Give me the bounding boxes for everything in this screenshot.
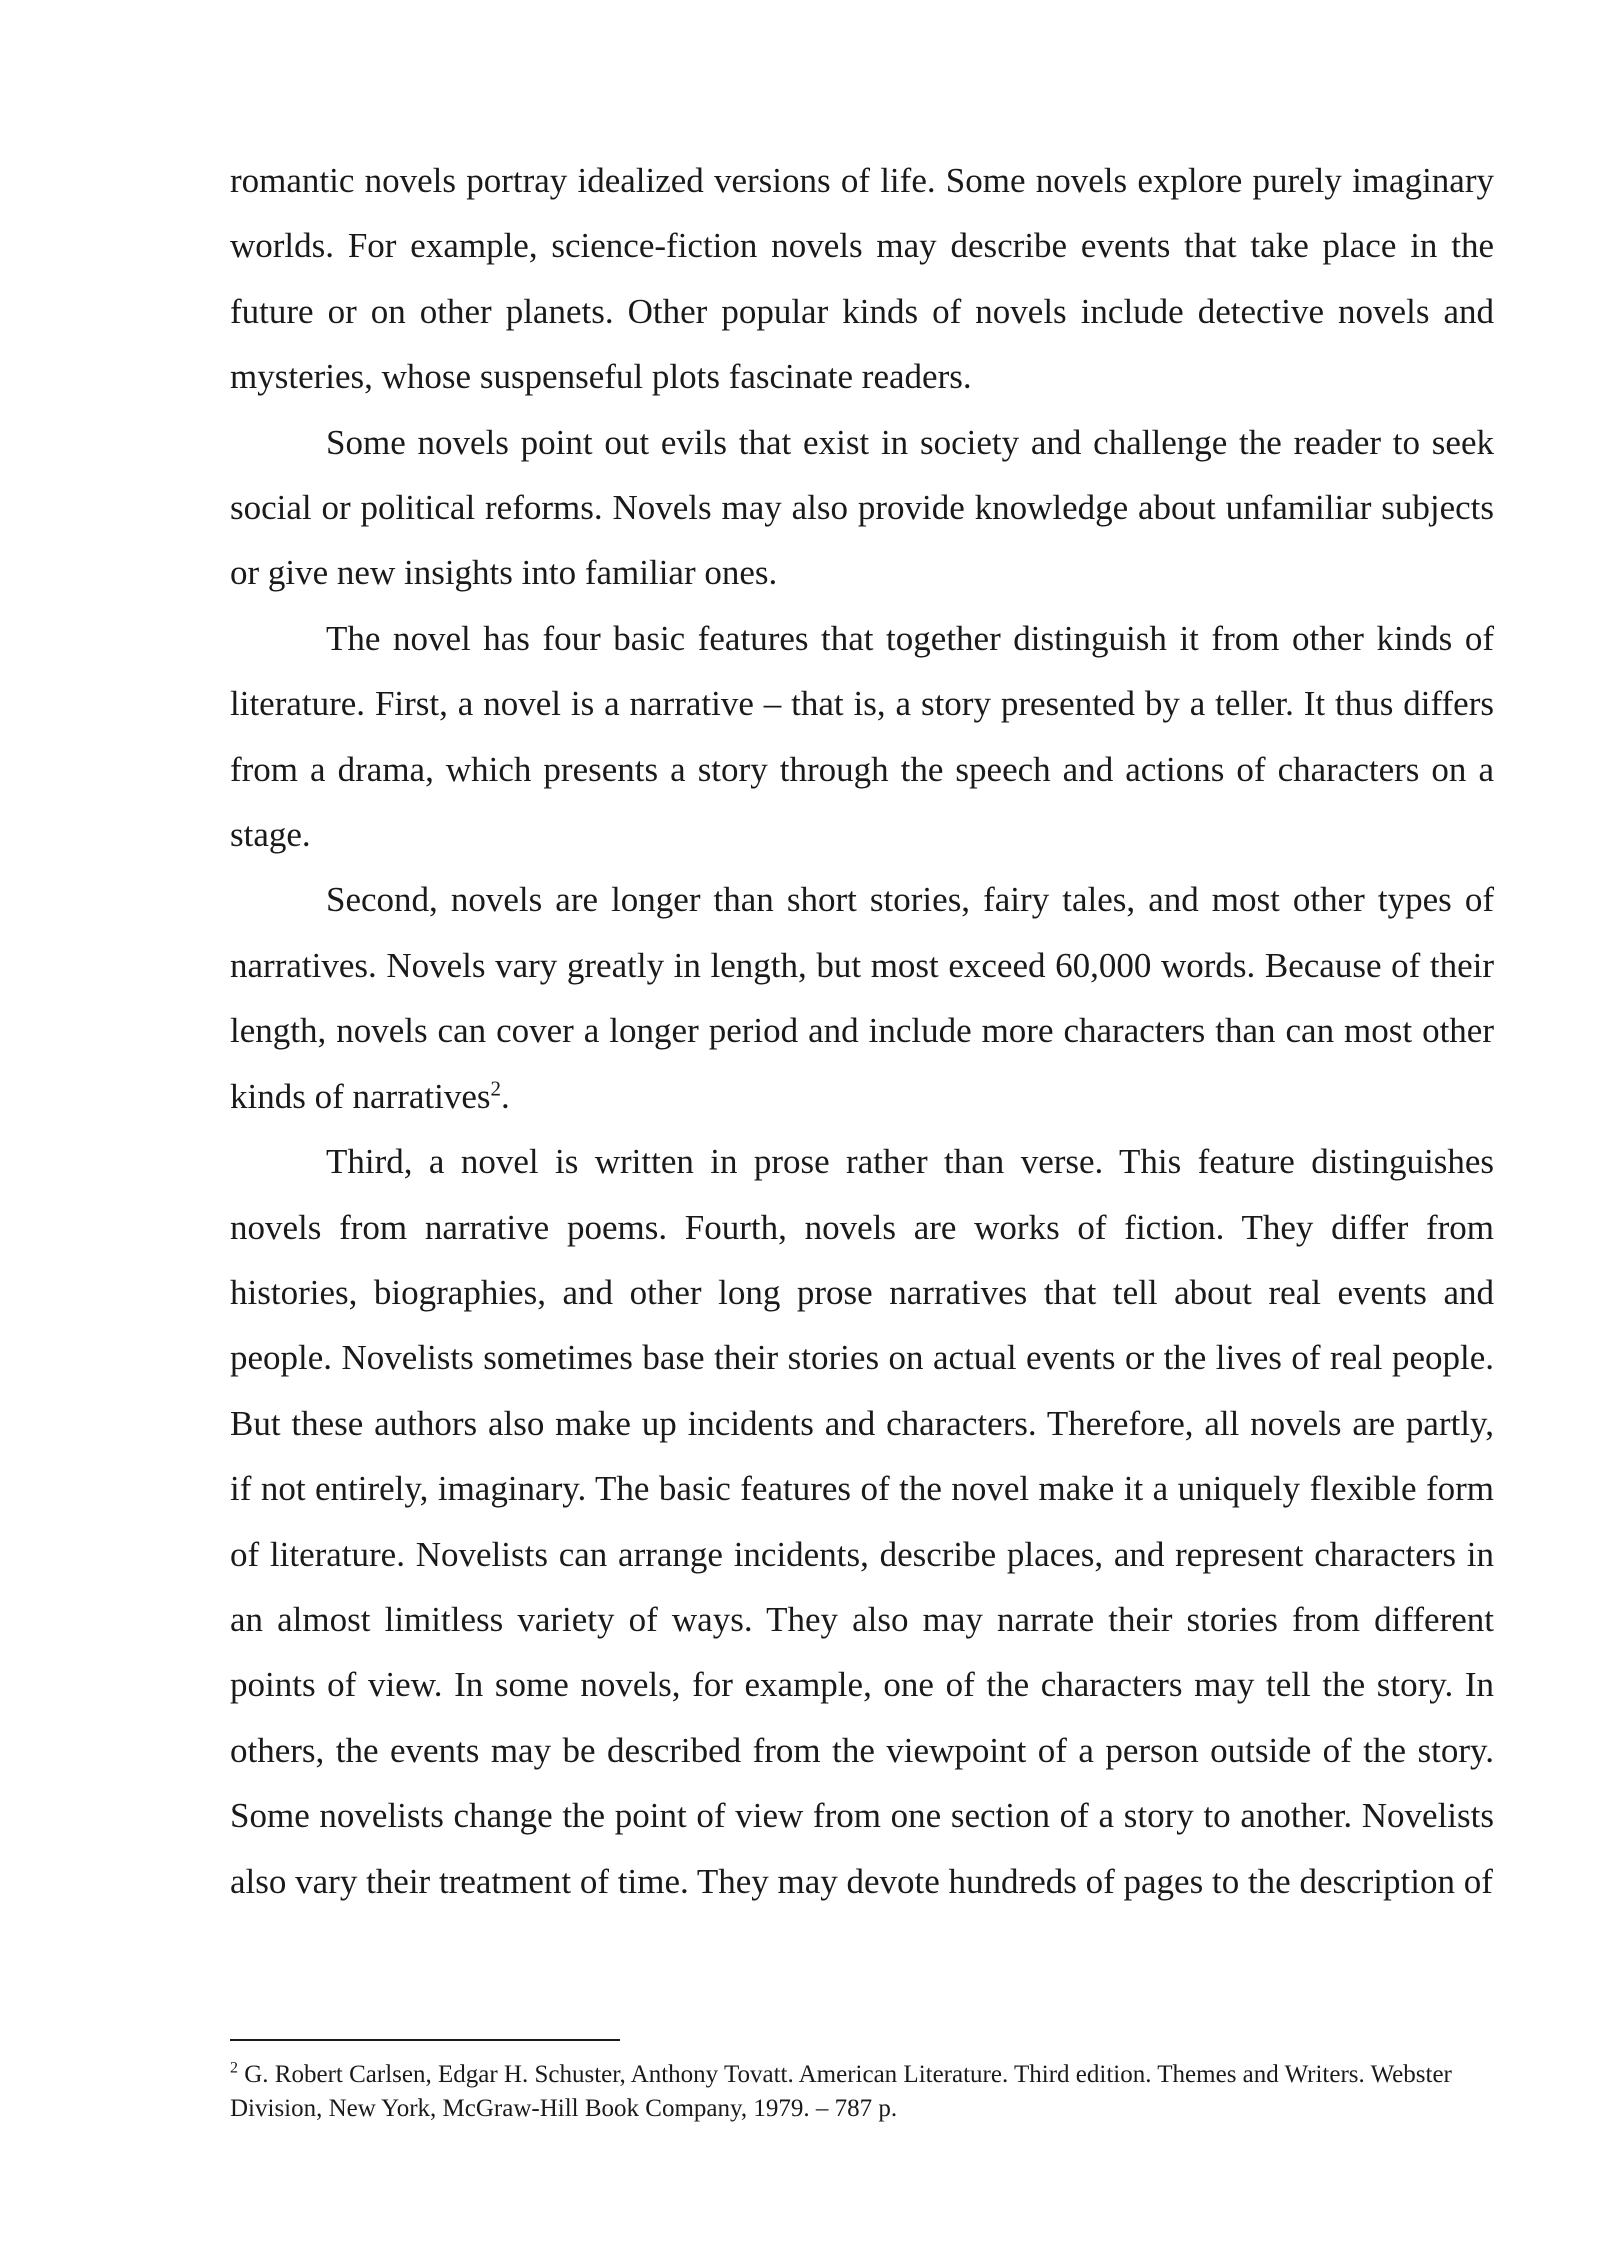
- paragraph-length: [230, 867, 1494, 1129]
- paragraph-continued: romantic novels portray idealized versions of life. Some novels explore purely imaginary worlds. For example, science-fiction novels may describe events that take place in the future or on other planets. Other popular kinds of novels include detective novels and mysteries, whose suspenseful plots fascinate readers.: [230, 161, 1494, 397]
- footnote-separator: [230, 2039, 620, 2041]
- paragraph-prose-fiction: Third, a novel is written in prose rather than verse. This feature distinguishes novels from narrative poems. Fourth, novels are works of fiction. They differ from histories, biographies, and other long prose narratives that tell about real events and people. Novelists sometimes base their stories on actual events or the lives of real people. But these authors also make up incidents and characters. Therefore, all novels are partly, if not entirely, imaginary. The basic features of the novel make it a uniquely flexible form of literature. Novelists can arrange incidents, describe places, and represent characters in an almost limitless variety of ways. They also may narrate their stories from different points of view. In some novels, for example, one of the characters may tell the story. In others, the events may be described from the viewpoint of a person outside of the story. Some novelists change the point of view from one section of a story to another. Novelists also vary their treatment of time. They may devote hundreds of pages to the description of: [230, 1142, 1494, 1901]
- footnote: [230, 2058, 1494, 2126]
- paragraph-length-text: Second, novels are longer than short stories, fairy tales, and most other types of narratives. Novels vary greatly in length, but most exceed 60,000 words. Because of their length, novels can cover a longer period and include more characters than can most other kinds of narratives: [230, 880, 1494, 1116]
- footnote-number: 2: [230, 2059, 238, 2077]
- footnote-reference[interactable]: 2: [490, 1076, 501, 1101]
- paragraph-social-reform: Some novels point out evils that exist in society and challenge the reader to seek social or political reforms. Novels may also provide knowledge about unfamiliar subjects or give new insights into familiar ones.: [230, 422, 1494, 593]
- paragraph-four-features: The novel has four basic features that together distinguish it from other kinds of literature. First, a novel is a narrative – that is, a story presented by a teller. It thus differs from a drama, which presents a story through the speech and actions of characters on a stage.: [230, 618, 1494, 855]
- paragraph-length-period: .: [500, 1076, 510, 1116]
- footnote-text: G. Robert Carlsen, Edgar H. Schuster, Anthony Tovatt. American Literature. Third edition. Themes and Writers. Webster Division, New York, McGraw-Hill Book Company, 1979. – 787 p.: [230, 2061, 1452, 2122]
- body-text: [230, 148, 1494, 1914]
